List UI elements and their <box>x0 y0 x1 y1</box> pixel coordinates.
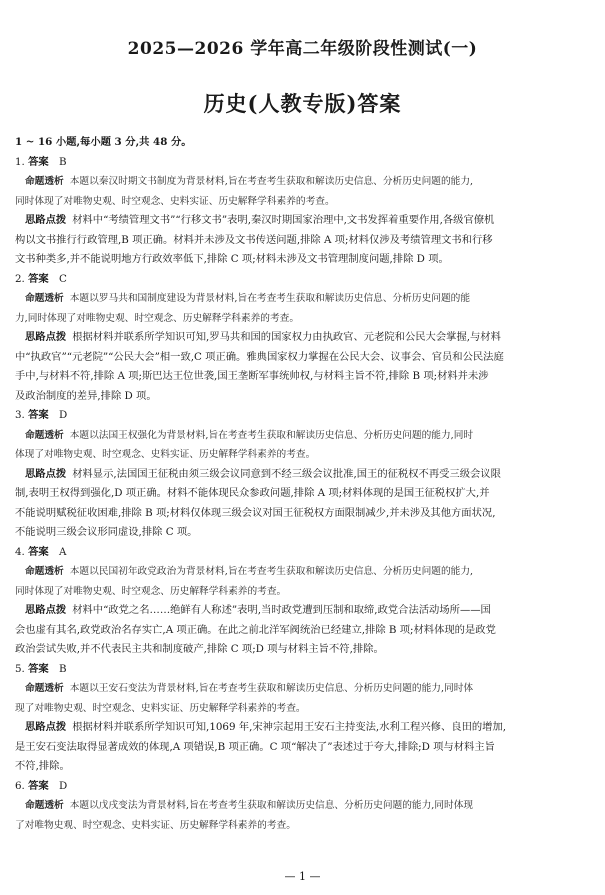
question-block <box>15 543 592 660</box>
tips-text: 根据材料并联系所学知识可知,1069 年,宋神宗起用王安石主持变法,水利工程兴修、良田的增加, <box>72 721 507 733</box>
tips-line <box>15 757 592 777</box>
tips-line <box>15 250 592 270</box>
question-answer-line <box>15 153 592 173</box>
tips-text: 文书种类多,并不能说明地方行政效率低下,排除 C 项;材料未涉及文书管理制度问题,排除 D 项。 <box>15 253 449 265</box>
tips-line <box>15 211 592 231</box>
question-number: 5. <box>15 662 25 675</box>
question-number: 6. <box>15 779 25 792</box>
tips-text: 会也虚有其名,政党政治名存实亡,A 项正确。在此之前北洋军阀统治已经建立,排除 B 项;材料体现的是政党 <box>15 623 496 636</box>
tips-text: 政治尝试失败,并不代表民主共和制度破产,排除 C 项;D 项与材料主旨不符,排除。 <box>15 643 384 655</box>
analysis-label: 命题透析 <box>25 683 64 694</box>
question-answer-line <box>15 543 592 563</box>
answer-choice: B <box>59 155 67 168</box>
tips-line <box>15 601 592 621</box>
tips-text: 不符,排除。 <box>15 760 70 772</box>
tips-line <box>15 738 592 758</box>
question-answer-line <box>15 270 592 290</box>
answer-label: 答案 <box>28 662 49 675</box>
answer-label: 答案 <box>28 272 49 285</box>
analysis-line <box>15 582 592 602</box>
tips-text: 及政治制度的差异,排除 D 项。 <box>15 389 157 402</box>
tips-text: 手中,与材料不符,排除 A 项;斯巴达王位世袭,国王垄断军事统帅权,与材料主旨不符,排除 B 项;材料并未涉 <box>15 370 489 382</box>
analysis-line <box>15 816 592 836</box>
analysis-text: 同时体现了对唯物史观、时空观念、历史解释学科素养的考查。 <box>15 585 287 597</box>
analysis-line <box>15 796 592 816</box>
analysis-line <box>15 699 592 719</box>
tips-text: 材料中“考绩管理文书”“行移文书”表明,秦汉时期国家治理中,文书发挥着重要作用,各级官僚机 <box>72 214 495 226</box>
tips-text: 根据材料并联系所学知识可知,罗马共和国的国家权力由执政官、元老院和公民大会掌握,与材料 <box>72 331 501 343</box>
analysis-text: 本题以王安石变法为背景材料,旨在考查考生获取和解读历史信息、分析历史问题的能力,同时体 <box>69 683 474 694</box>
tips-line <box>15 504 592 524</box>
analysis-line <box>15 679 592 699</box>
answer-choice: C <box>59 272 67 285</box>
tips-label: 思路点拨 <box>25 467 67 480</box>
analysis-label: 命题透析 <box>25 429 64 441</box>
tips-label: 思路点拨 <box>25 214 67 226</box>
tips-line <box>15 718 592 738</box>
question-block <box>15 406 592 543</box>
analysis-text: 本题以罗马共和国制度建设为背景材料,旨在考查考生获取和解读历史信息、分析历史问题的能 <box>69 293 471 304</box>
analysis-label: 命题透析 <box>25 176 64 187</box>
intro-line: 1 ~ 16 小题,每小题 3 分,共 48 分。 <box>15 136 192 148</box>
answer-label: 答案 <box>28 545 49 558</box>
tips-text: 中“执政官”“元老院”“公民大会”相一致,C 项正确。雅典国家权力掌握在公民大会、议事会、官员和公民法庭 <box>15 350 504 363</box>
answer-label: 答案 <box>28 409 49 421</box>
answer-subtitle: 历史(人教专版)答案 <box>203 91 402 116</box>
tips-label: 思路点拨 <box>25 331 67 343</box>
question-block <box>15 153 592 270</box>
question-number: 1. <box>15 155 25 168</box>
analysis-text: 本题以民国初年政党政治为背景材料,旨在考查考生获取和解读历史信息、分析历史问题的能力, <box>69 566 474 577</box>
analysis-text: 本题以戊戌变法为背景材料,旨在考查考生获取和解读历史信息、分析历史问题的能力,同时体现 <box>69 800 474 811</box>
answer-choice: D <box>59 409 68 421</box>
tips-line <box>15 328 592 348</box>
question-answer-line <box>15 406 592 426</box>
page-number: — 1 — <box>284 870 321 883</box>
tips-text: 是王安石变法取得显著成效的体现,A 项错误,B 项正确。C 项“解决了”表述过于夸大,排除;D 项与材料主旨 <box>15 740 495 753</box>
tips-line <box>15 523 592 543</box>
analysis-line <box>15 172 592 192</box>
answer-label: 答案 <box>28 779 49 792</box>
question-number: 3. <box>15 409 25 421</box>
analysis-text: 体现了对唯物史观、时空观念、史料实证、历史解释学科素养的考查。 <box>15 449 316 460</box>
tips-line <box>15 484 592 504</box>
answer-label: 答案 <box>28 155 49 168</box>
analysis-line <box>15 426 592 446</box>
analysis-label: 命题透析 <box>25 293 64 304</box>
question-answer-line <box>15 660 592 680</box>
tips-line <box>15 231 592 251</box>
analysis-label: 命题透析 <box>25 566 64 577</box>
tips-text: 构以文书推行行政管理,B 项正确。材料并未涉及文书传送问题,排除 A 项;材料仅涉及考绩管理文书和行移 <box>15 233 493 246</box>
analysis-line <box>15 192 592 212</box>
question-number: 4. <box>15 545 25 558</box>
tips-line <box>15 640 592 660</box>
analysis-text: 了对唯物史观、时空观念、史料实证、历史解释学科素养的考查。 <box>15 819 296 831</box>
analysis-text: 现了对唯物史观、时空观念、史料实证、历史解释学科素养的考查。 <box>15 702 306 714</box>
question-block <box>15 270 592 407</box>
tips-line <box>15 465 592 485</box>
tips-line <box>15 367 592 387</box>
tips-text: 材料显示,法国国王征税由须三级会议同意到不经三级会议批准,国王的征税权不再受三级会议限 <box>72 467 501 480</box>
tips-line <box>15 621 592 641</box>
tips-text: 不能说明赋税征收困难,排除 B 项;材料仅体现三级会议对国王征税权方面限制减少,并未涉及其他方面状况, <box>15 506 496 519</box>
analysis-line <box>15 445 592 465</box>
question-block <box>15 777 592 836</box>
tips-text: 不能说明三级会议形同虚设,排除 C 项。 <box>15 526 198 538</box>
answer-choice: B <box>59 662 67 675</box>
exam-title: 2025—2026 学年高二年级阶段性测试(一) <box>127 39 478 59</box>
tips-line <box>15 348 592 368</box>
tips-label: 思路点拨 <box>25 721 67 733</box>
analysis-text: 本题以秦汉时期文书制度为背景材料,旨在考查考生获取和解读历史信息、分析历史问题的能力, <box>69 176 474 187</box>
analysis-label: 命题透析 <box>25 800 64 811</box>
analysis-line <box>15 289 592 309</box>
analysis-line <box>15 562 592 582</box>
answer-content <box>15 133 592 835</box>
tips-label: 思路点拨 <box>25 604 67 616</box>
answer-choice: A <box>59 545 67 558</box>
analysis-text: 同时体现了对唯物史观、时空观念、史料实证、历史解释学科素养的考查。 <box>15 195 335 207</box>
analysis-line <box>15 309 592 329</box>
question-number: 2. <box>15 272 25 285</box>
tips-text: 制,表明王权得到强化,D 项正确。材料不能体现民众参政问题,排除 A 项;材料体现的是国王征税权扩大,并 <box>15 487 490 499</box>
analysis-text: 本题以法国王权强化为背景材料,旨在考查考生获取和解读历史信息、分析历史问题的能力,同时 <box>69 429 474 441</box>
analysis-text: 力,同时体现了对唯物史观、时空观念、历史解释学科素养的考查。 <box>15 312 300 324</box>
question-answer-line <box>15 777 592 797</box>
answer-choice: D <box>59 779 68 792</box>
tips-line <box>15 387 592 407</box>
tips-text: 材料中“政党之名……绝鲜有人称述”表明,当时政党遭到压制和取缔,政党合法活动场所——国 <box>72 604 491 616</box>
question-block <box>15 660 592 777</box>
